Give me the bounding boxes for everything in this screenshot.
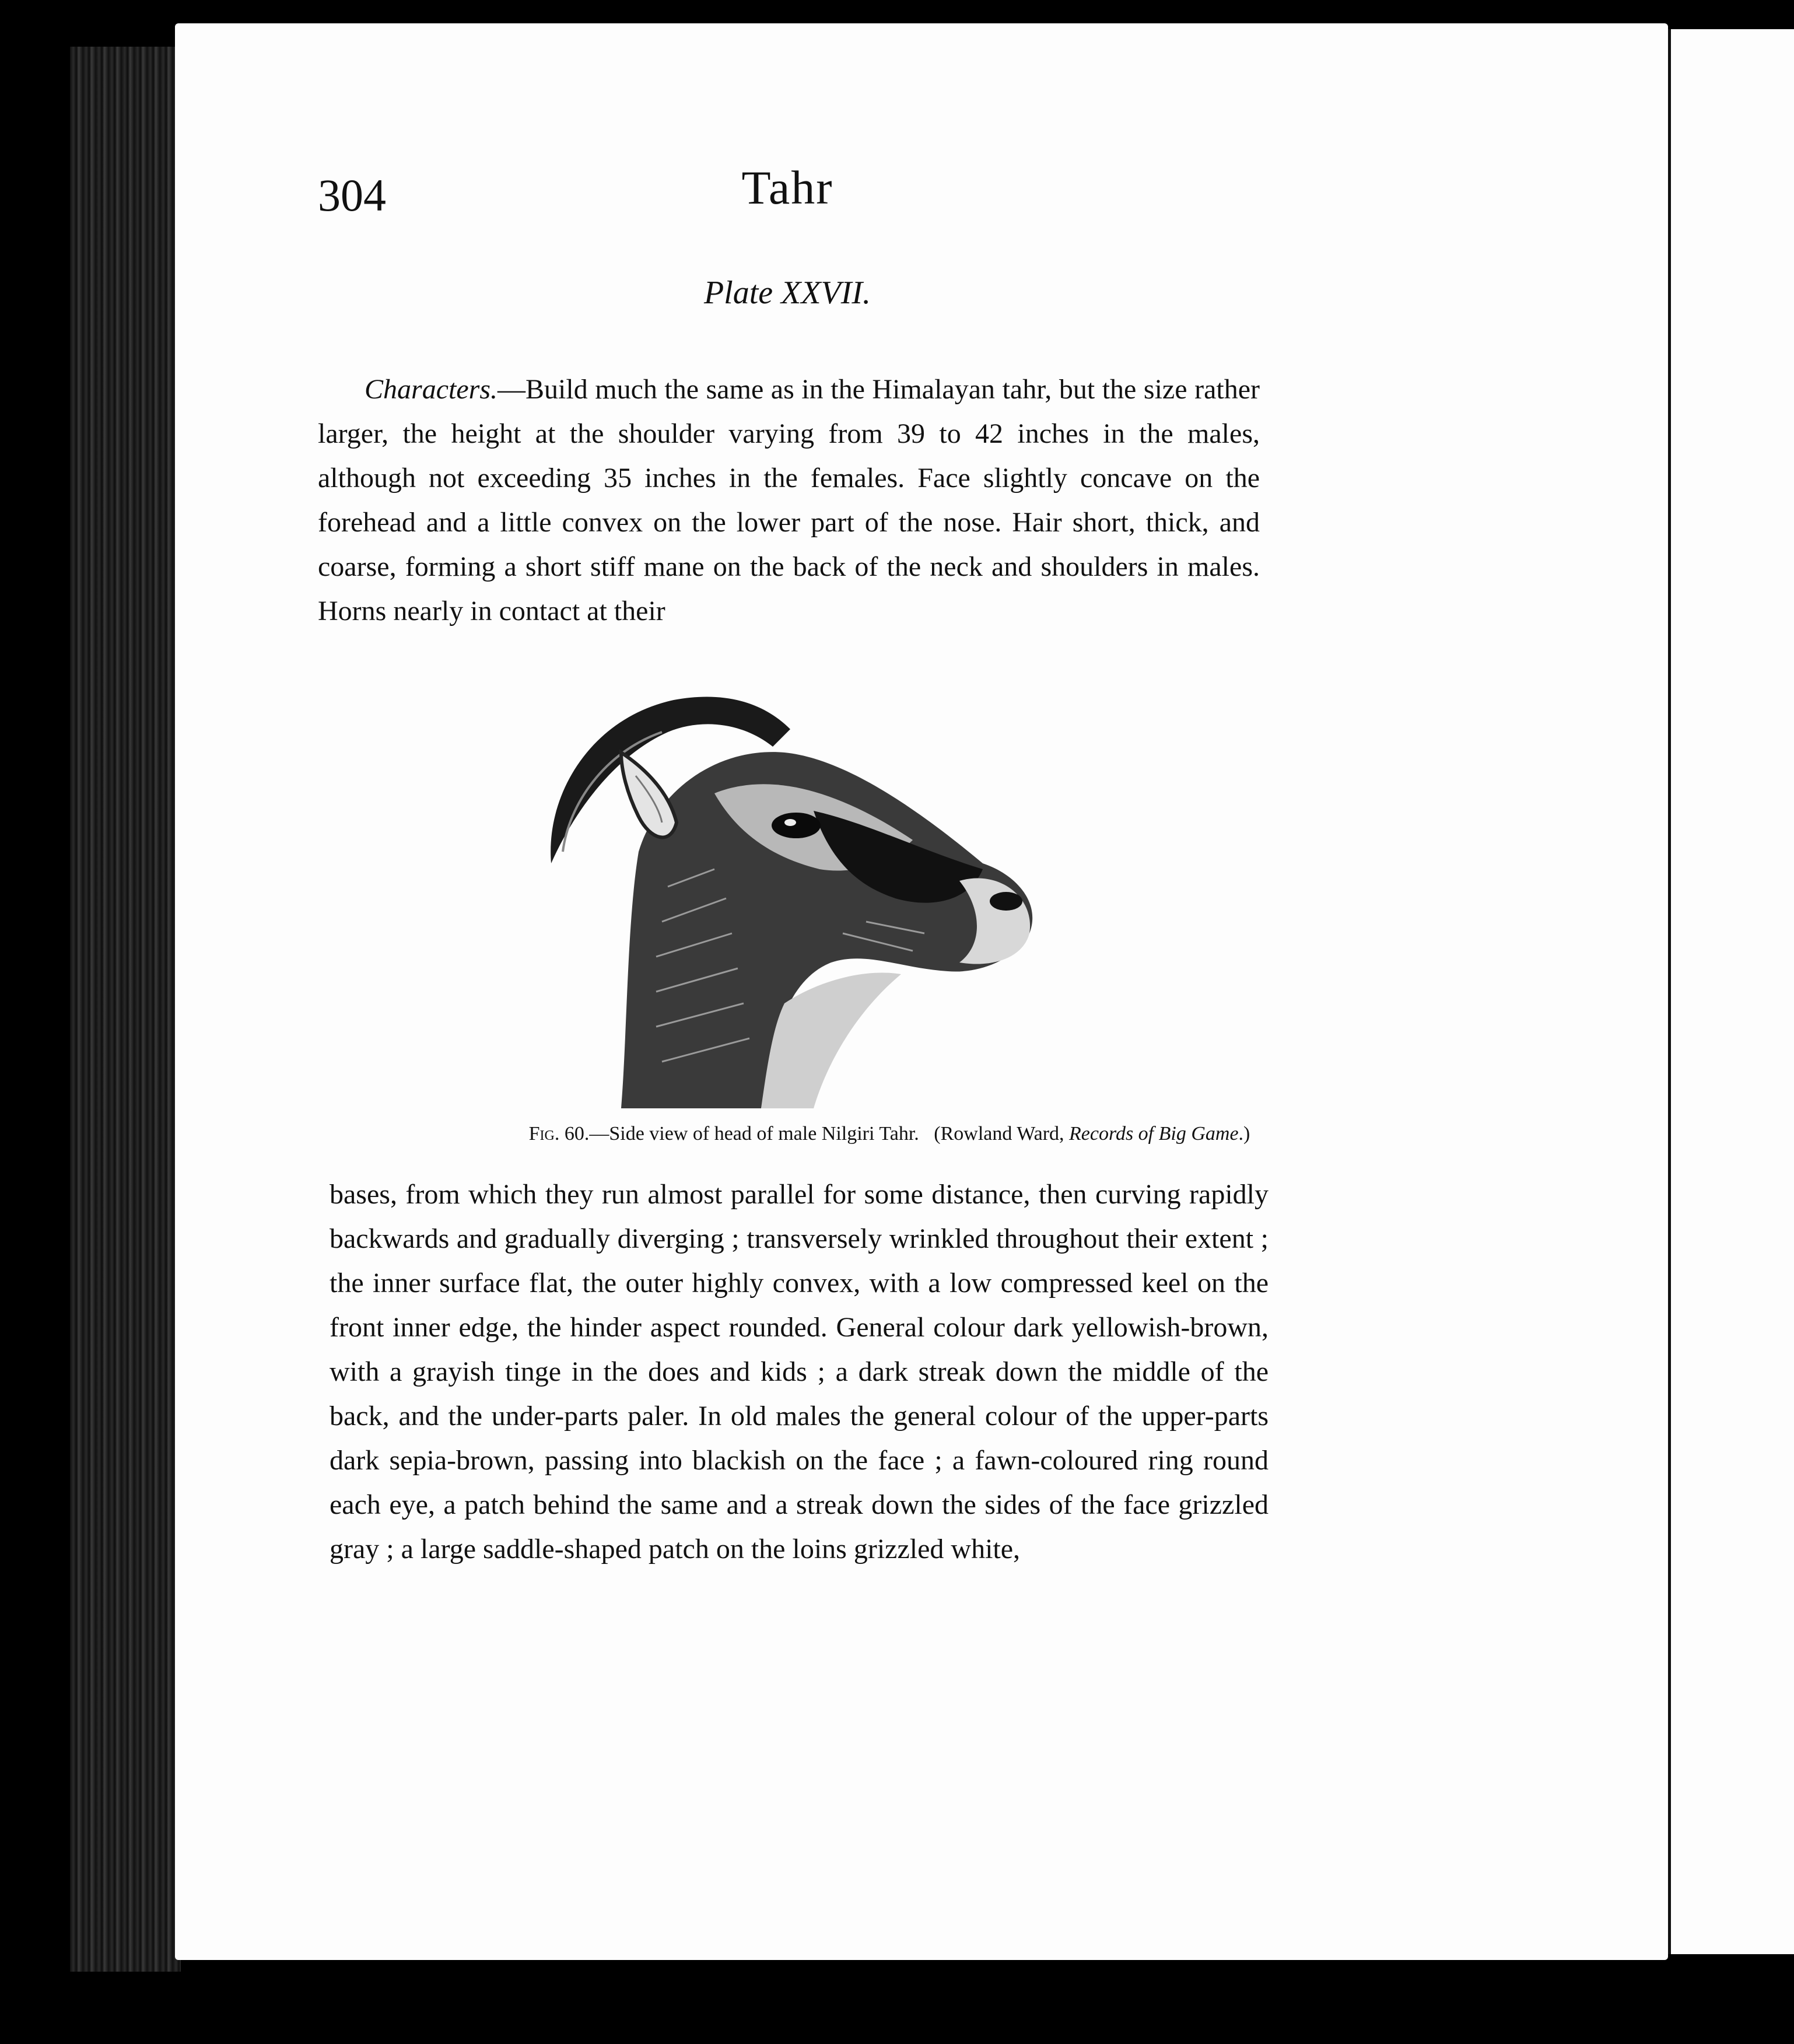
caption-source-title: Records of Big Game <box>1069 1123 1239 1144</box>
paragraph-top-text: —Build much the same as in the Himalayan tahr, but the size rather larger, the height at the shoulder varying from 39 to 42 inches in the males, although not exceeding 35 inches in the females. Face slightly concave on the forehead and a little convex on the lower part of the nose. Hair short, thick, and coarse, forming a short stiff mane on the back of the neck and shoulders in males. Horns nearly in contact at their <box>318 374 1260 626</box>
figure-label: Fig. 60. <box>528 1123 590 1144</box>
caption-text: —Side view of head of male Nilgiri Tahr. <box>589 1123 919 1144</box>
page-number: 304 <box>318 170 386 220</box>
caption-source-suffix: .) <box>1238 1123 1250 1144</box>
book-page-edges <box>70 47 181 1972</box>
lead-in-heading: Characters. <box>365 374 497 405</box>
plate-reference: Plate XXVII. <box>703 275 871 311</box>
tahr-head-illustration <box>539 677 1088 1108</box>
figure-caption <box>382 1123 1397 1145</box>
paragraph-bottom <box>330 1172 1269 1572</box>
paragraph-bottom-text: bases, from which they run almost parallel for some distance, then curving rapidly backwards and gradually diverging ; transversely wrinkled throughout their extent ; the inner surface flat, the outer highly convex, with a low compressed keel on the front inner edge, the hinder aspect rounded. General colour dark yellowish-brown, with a grayish tinge in the does and kids ; a dark streak down the middle of the back, and the under-parts paler. In old males the general colour of the upper-parts dark sepia-brown, passing into blackish on the face ; a fawn-coloured ring round each eye, a patch behind the same and a streak down the sides of the face grizzled gray ; a large saddle-shaped patch on the loins grizzled white, <box>330 1179 1269 1564</box>
running-head: Tahr <box>741 161 833 214</box>
facing-page <box>1665 29 1794 1954</box>
tahr-head-icon <box>539 677 1088 1108</box>
paragraph-top <box>318 368 1260 634</box>
caption-source-prefix: (Rowland Ward, <box>934 1123 1070 1144</box>
